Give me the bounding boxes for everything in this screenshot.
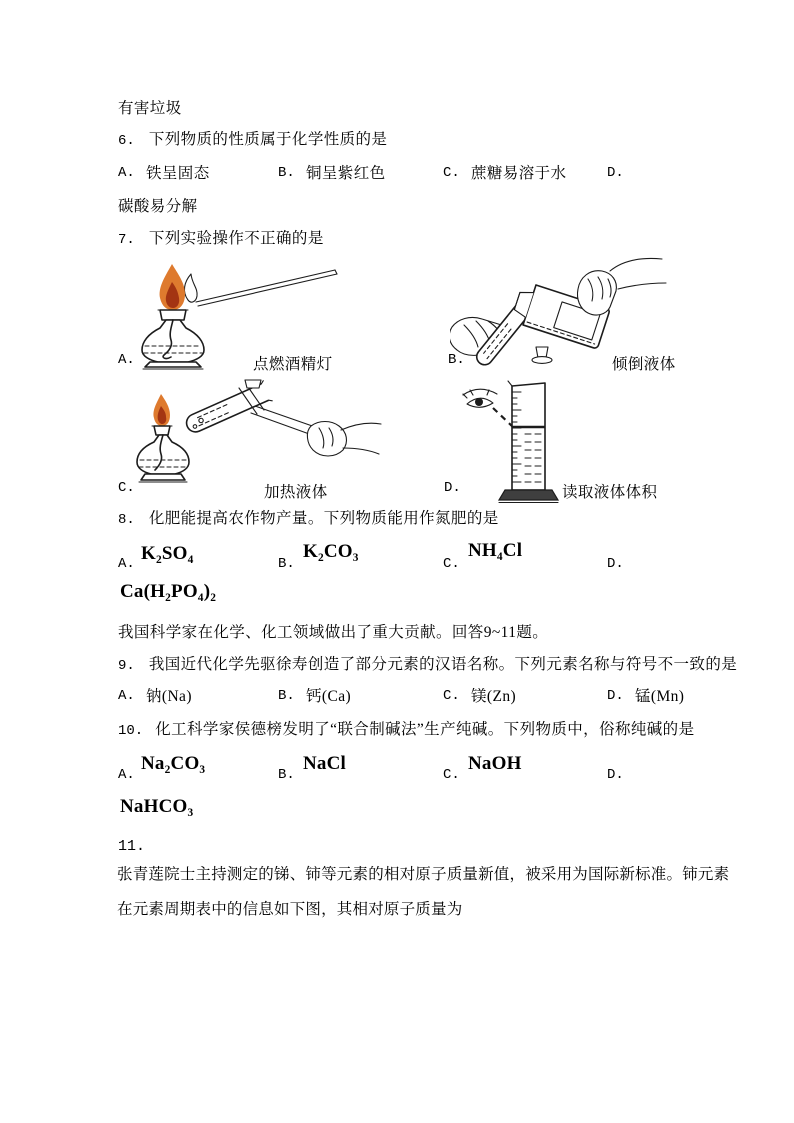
formula-ca-h2po4-2: Ca(H₂PO₄)₂: [120, 581, 217, 602]
option-letter: C.: [443, 165, 460, 181]
option-letter: A.: [118, 767, 135, 783]
option-letter: D.: [607, 767, 624, 783]
question-9-stem: 9. 我国近代化学先驱徐寿创造了部分元素的汉语名称。下列元素名称与符号不一致的是: [118, 656, 738, 674]
formula-naoh: NaOH: [468, 753, 522, 774]
question-7-stem: 7. 下列实验操作不正确的是: [118, 230, 324, 248]
question-6-stem: 6. 下列物质的性质属于化学性质的是: [118, 131, 388, 149]
formula-nahco3: NaHCO₃: [120, 796, 194, 817]
figure-b-caption: 倾倒液体: [612, 356, 676, 373]
section-note-questions-9-11: 我国科学家在化学、化工领域做出了重大贡献。回答9~11题。: [118, 624, 549, 641]
question-9-number: 9.: [118, 658, 135, 674]
option-text: 铁呈固态: [146, 165, 210, 182]
option-letter: A.: [118, 556, 135, 572]
formula-k2so4: K₂SO₄: [141, 543, 194, 564]
question-11-line-1: 张青莲院士主持测定的锑、铈等元素的相对原子质量新值，被采用为国际新标准。铈元素: [117, 866, 730, 883]
question-11-number: 11.: [118, 838, 146, 855]
question-11-line-2: 在元素周期表中的信息如下图，其相对原子质量为: [117, 901, 463, 918]
option-letter: A.: [118, 165, 135, 181]
option-letter: A.: [118, 688, 135, 704]
question-10-number: 10.: [118, 723, 144, 739]
option-text: 蔗糖易溶于水: [471, 165, 567, 182]
option-letter: B.: [278, 556, 295, 572]
option-letter: B.: [278, 767, 295, 783]
question-7-number: 7.: [118, 232, 135, 248]
question-10-stem: 10. 化工科学家侯德榜发明了“联合制碱法”生产纯碱。下列物质中，俗称纯碱的是: [118, 721, 695, 739]
figure-d-caption: 读取液体体积: [562, 484, 658, 501]
option-letter: C.: [443, 767, 460, 783]
formula-k2co3: K₂CO₃: [303, 541, 359, 562]
formula-na2co3: Na₂CO₃: [141, 753, 206, 774]
figure-a-caption: 点燃酒精灯: [253, 356, 333, 373]
stray-line-harmful-waste: 有害垃圾: [118, 100, 182, 117]
option-letter: C.: [443, 556, 460, 572]
figure-b-label: B.: [448, 352, 465, 368]
question-8-number: 8.: [118, 512, 135, 528]
option-letter: B.: [278, 165, 295, 181]
formula-nacl: NaCl: [303, 753, 347, 774]
formula-nh4cl: NH₄Cl: [468, 540, 523, 561]
option-text: 铜呈紫红色: [306, 165, 386, 182]
option-text: 钙(Ca): [306, 688, 352, 705]
question-6-number: 6.: [118, 133, 135, 149]
question-6-option-d-overflow: 碳酸易分解: [118, 198, 198, 215]
option-letter: D.: [607, 556, 624, 572]
question-8-stem: 8. 化肥能提高农作物产量。下列物质能用作氮肥的是: [118, 510, 499, 528]
option-letter: D.: [607, 688, 624, 704]
option-letter: C.: [443, 688, 460, 704]
figure-d-label: D.: [444, 480, 461, 496]
option-text: 镁(Zn): [471, 688, 517, 705]
figure-a-label: A.: [118, 352, 135, 368]
option-letter: D.: [607, 165, 624, 181]
option-letter: B.: [278, 688, 295, 704]
heating-test-tube-figure: [115, 378, 385, 500]
option-text: 钠(Na): [146, 688, 192, 705]
figure-c-caption: 加热液体: [264, 484, 328, 501]
heating-test-tube-icon: [115, 378, 385, 500]
option-text: 锰(Mn): [635, 688, 685, 705]
figure-c-label: C.: [118, 480, 135, 496]
